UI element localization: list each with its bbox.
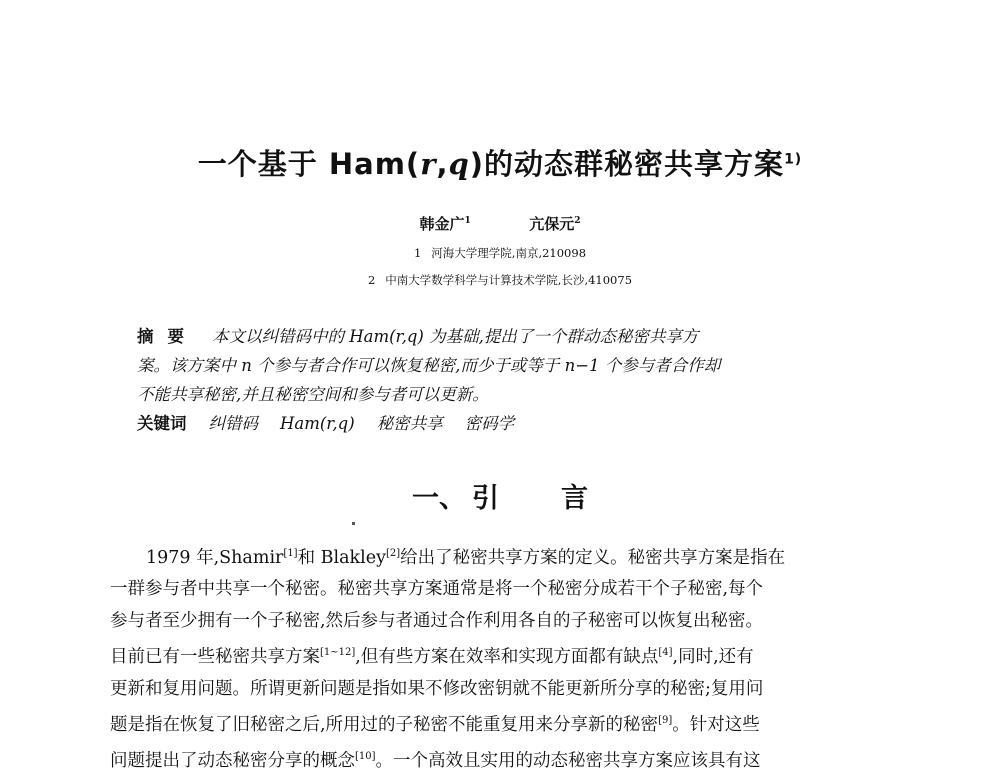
abstract-line: 不能共享秘密,并且秘密空间和参与者可以更新。: [137, 385, 489, 404]
keywords-label: 关键词: [137, 414, 187, 433]
affiliation: 2 中南大学数学科学与计算技术学院,长沙,410075: [367, 273, 633, 287]
keyword: 纠错码: [208, 414, 258, 433]
citation: [4]: [658, 647, 673, 659]
body-line: 题是指在恢复了旧秘密之后,所用过的子秘密不能重复用来分享新的秘密[9]。针对这些: [110, 714, 760, 735]
body-line: 一群参与者中共享一个秘密。秘密共享方案通常是将一个秘密分成若干个子秘密,每个: [110, 579, 764, 600]
keyword: 秘密共享: [376, 414, 443, 433]
abstract-line: 案。该方案中 n 个参与者合作可以恢复秘密,而少于或等于 n−1 个参与者合作却: [137, 356, 721, 375]
author-list: [0, 213, 1000, 234]
section-heading: 一、 引 言: [412, 483, 588, 514]
paper-title: 一个基于 Ham(r,q)的动态群秘密共享方案$^{1)}$: [197, 147, 803, 181]
abstract: [137, 322, 857, 438]
body-text: [110, 538, 890, 778]
affiliation: 1 河海大学理学院,南京,210098: [413, 246, 587, 260]
author-name: 韩金广: [419, 215, 465, 233]
citation: [10]: [355, 751, 376, 763]
citation: [9]: [658, 715, 673, 727]
citation: [2]: [386, 548, 401, 559]
author-affiliation-marker: 2: [574, 216, 581, 226]
citation: [1~12]: [320, 647, 356, 659]
body-line: 参与者至少拥有一个子秘密,然后参与者通过合作利用各自的子秘密可以恢复出秘密。: [110, 610, 764, 631]
body-line: 问题提出了动态秘密分享的概念[10]。一个高效且实用的动态秘密共享方案应该具有这: [110, 751, 761, 772]
body-line: 更新和复用问题。所谓更新问题是指如果不修改密钥就不能更新所分享的秘密;复用问: [110, 678, 764, 699]
citation: [1]: [283, 548, 298, 559]
keyword: Ham(r,q): [280, 414, 355, 433]
body-line: 目前已有一些秘密共享方案[1~12],但有些方案在效率和实现方面都有缺点[4],同时,还有: [110, 647, 754, 668]
body-line: 1979 年,Shamir[1]和 Blakley[2]给出了秘密共享方案的定义。秘密共享方案是指在: [146, 547, 786, 568]
author-name: 亢保元: [529, 215, 575, 233]
keyword: 密码学: [464, 414, 515, 433]
scan-speck: [352, 522, 355, 525]
title-footnote-marker: 1): [784, 151, 803, 168]
author-affiliation-marker: 1: [464, 216, 471, 226]
keywords: [137, 409, 857, 438]
abstract-line: 摘要 本文以纠错码中的 Ham(r,q) 为基础,提出了一个群动态秘密共享方: [137, 327, 699, 346]
abstract-label: 摘要: [137, 327, 198, 346]
